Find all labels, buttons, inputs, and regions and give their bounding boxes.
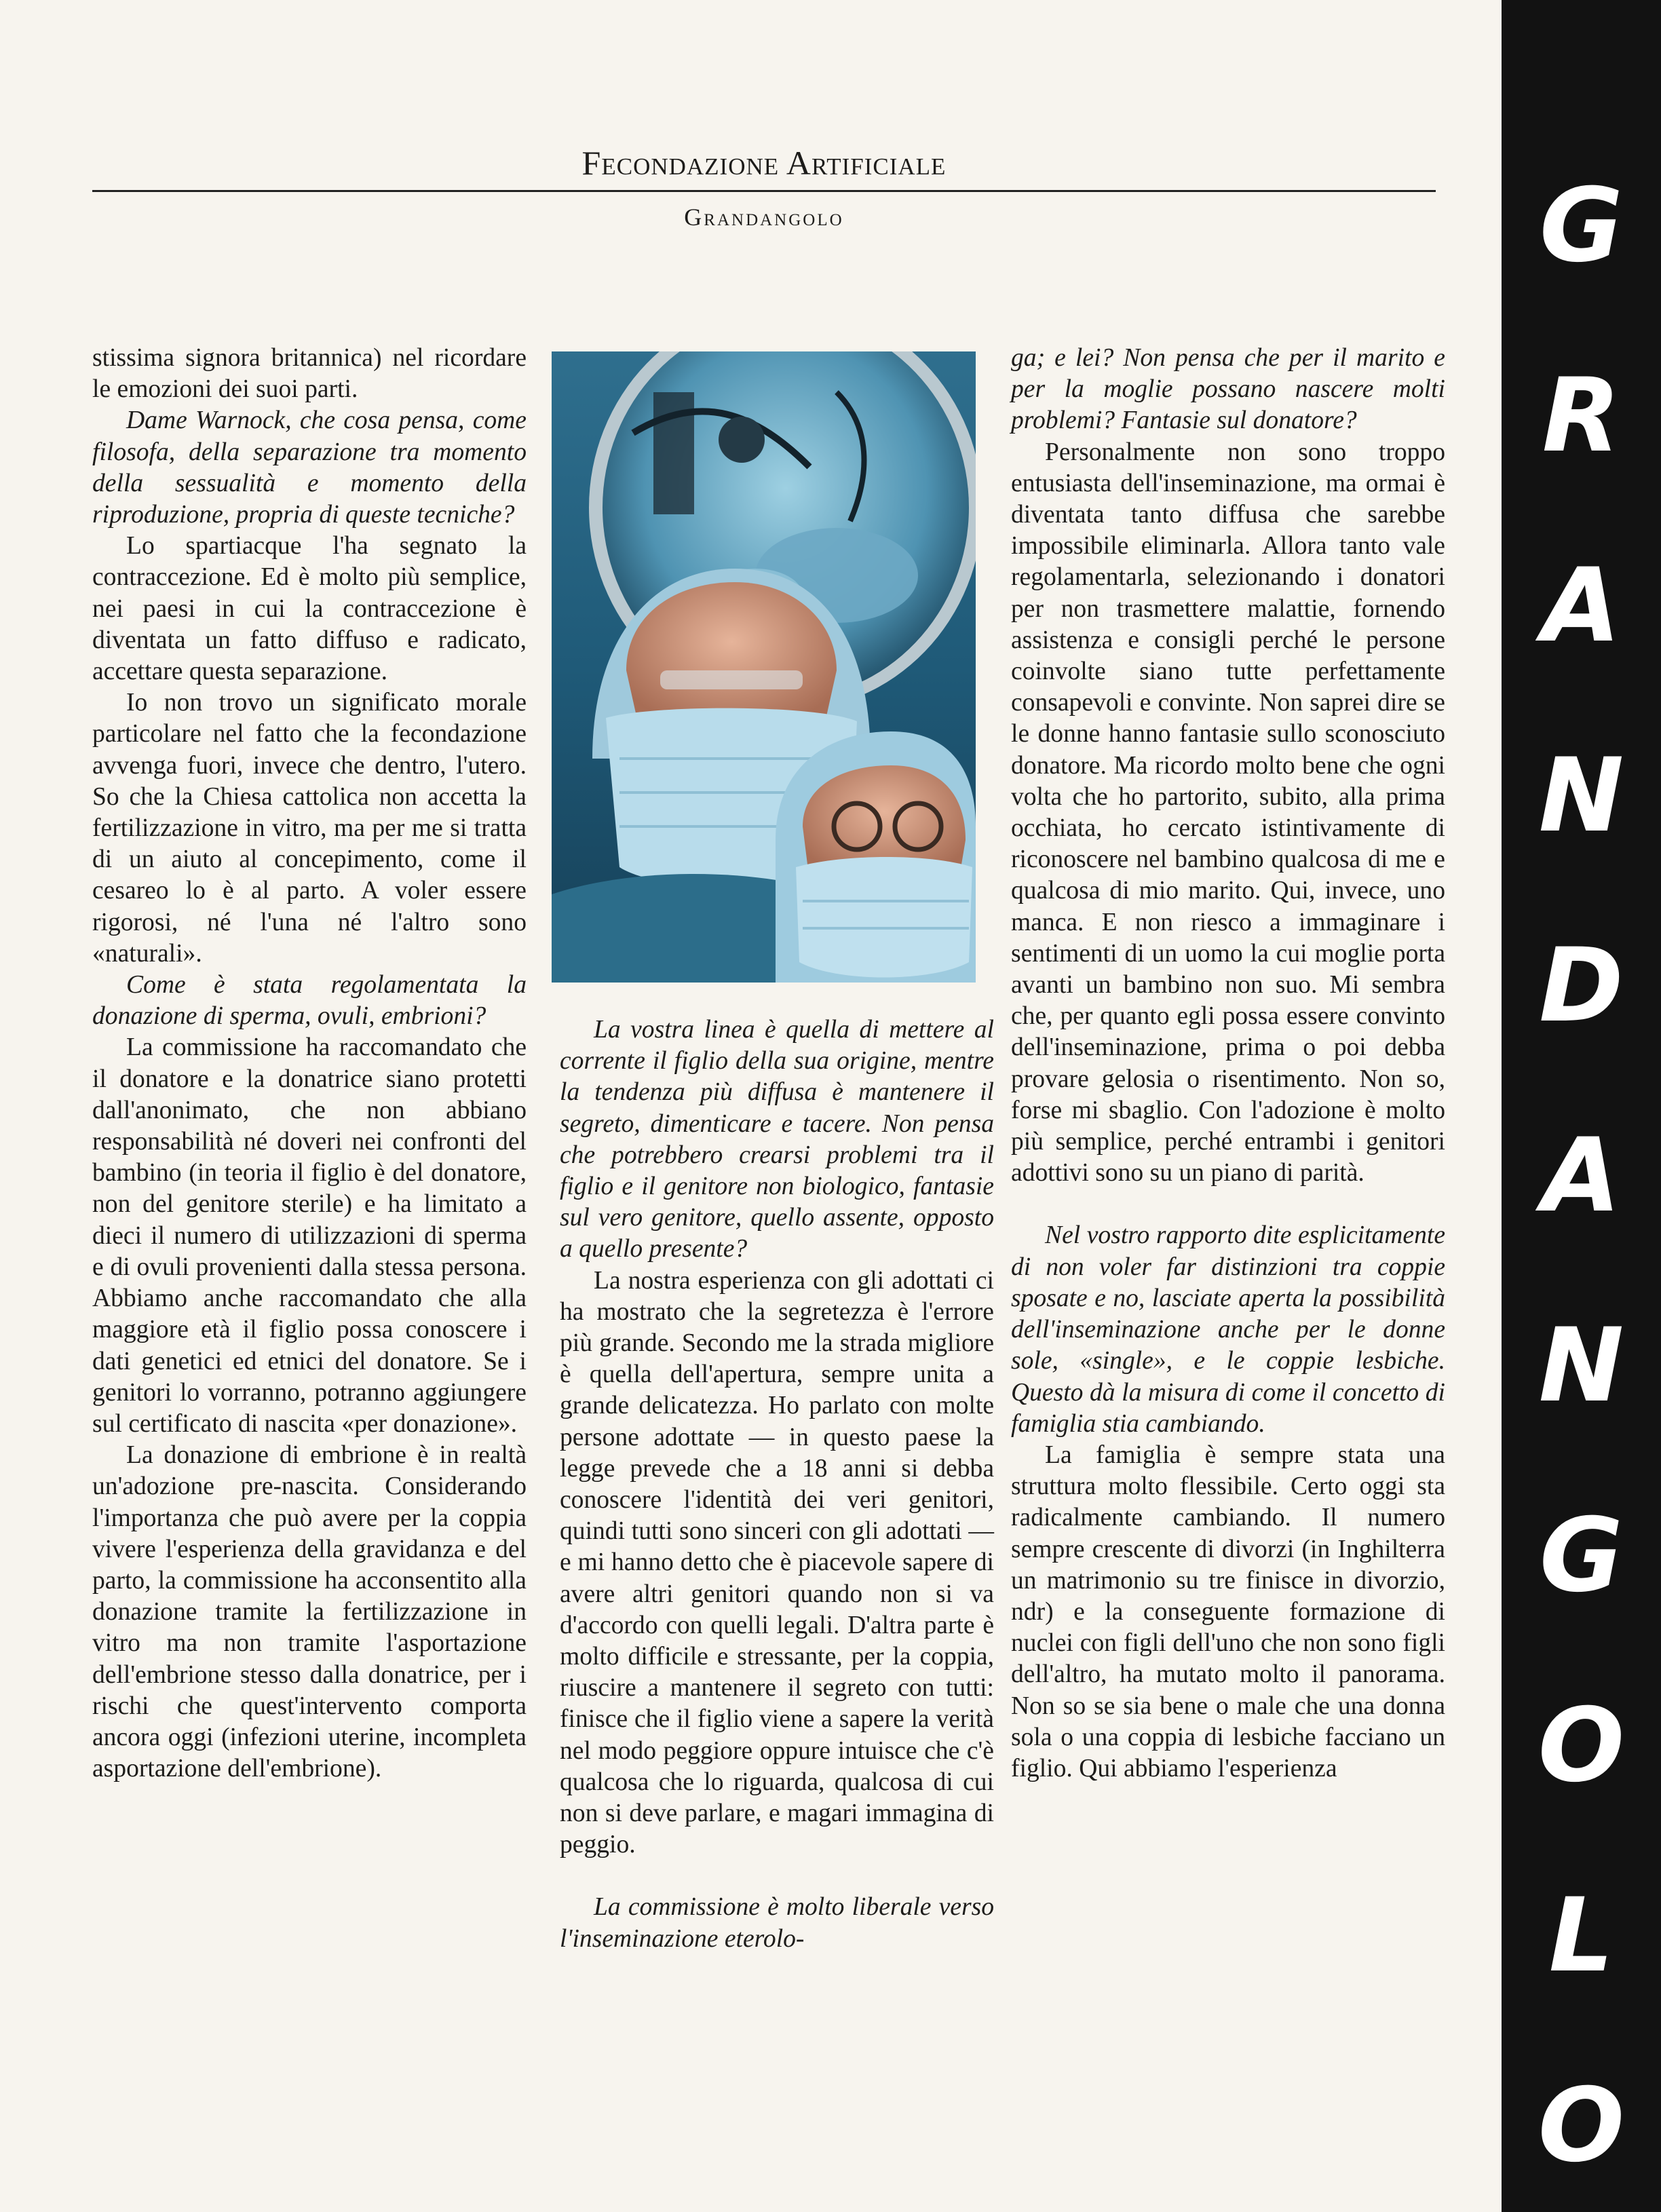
interview-question: La vostra linea è quella di mettere al corrente il figlio della sua origine, mentre la tendenza più diffusa è mantenere il segreto, dimenticare e tacere. Non pensa che potrebbero crearsi problemi tra il figlio e il genitore non biologico, fantasie sul vero genitore, quello assente, opposto a quello presente? [560,1016,994,1263]
banner-letter: N [1538,737,1624,855]
interview-answer: Io non trovo un significato morale particolare nel fatto che la fecondazione avvenga fuori, invece che dentro, l'utero. So che la Chiesa cattolica non accetta la fertilizzazione in vitro, ma per me si tratta di un aiuto al concepimento, come il cesareo lo è al parto. A voler essere rigorosi, né l'una né l'altro sono «naturali». [92,689,527,968]
banner-letter: G [1539,167,1624,285]
banner-letter: O [1538,1687,1625,1805]
interview-question: Nel vostro rapporto dite esplicitamente di non voler far distinzioni tra coppie sposate e no, lasciate aperta la possibilità dell'inseminazione anche per le donne sole, «single», e le coppie lesbiche. Questo dà la misura di come il concetto di famiglia stia cambiando. [1011,1221,1445,1438]
interview-question: Dame Warnock, che cosa pensa, come filosofa, della separazione tra momento della sessualità e momento della riproduzione, propria di queste tecniche? [92,406,527,529]
interview-answer: La nostra esperienza con gli adottati ci ha mostrato che la segretezza è l'errore più grande. Secondo me la strada migliore è quella dell'apertura, sempre unita a grande delicatezza. Ho parlato con molte persone adottate — in questo paese la legge prevede che a 18 anni si debba conoscere l'identità dei veri genitori, quindi tutti sono sinceri con gli adottati — e mi hanno detto che è piacevole sapere di avere altri genitori quando non si va d'accordo con quelli legali. D'altra parte è molto difficile e stressante, per la coppia, riuscire a mantenere il segreto con tutti: finisce che il figlio viene a sapere la verità nel modo peggiore oppure intuisce che c'è qualcosa che lo riguarda, qualcosa di cui non si deve parlare, e magari immagina di peggio. [560,1266,994,1859]
article-column-1 [92,343,527,1785]
interview-answer: Personalmente non sono troppo entusiasta dell'inseminazione, ma ormai è diventata tanto diffusa che sarebbe impossibile eliminarla. Allora tanto vale regolamentarla, selezionando i donatori per non trasmettere malattie, fornendo assistenza e consigli perché le persone coinvolte siano tutte perfettamente consapevoli e convinte. Non saprei dire se le donne hanno fantasie sullo sconosciuto donatore. Ma ricordo molto bene che ogni volta che ho partorito, subito, alla prima occhiata, ho cercato istintivamente di riconoscere nel bambino qualcosa di me e qualcosa di mio marito. Qui, invece, uno manca. E non riesco a immaginare i sentimenti di un uomo la cui moglie porta avanti un bambino non suo. Mi sembra che, per quanto egli possa essere convinto dell'inseminazione, prima o poi debba provare gelosia o risentimento. Non so, forse mi sbaglio. Con l'adozione è molto più semplice, perché entrambi i genitori adottivi sono su un piano di parità. [1011,438,1445,1187]
interview-answer: stissima signora britannica) nel ricordare le emozioni dei suoi parti. [92,344,527,404]
article-column-3 [1011,343,1445,1785]
interview-question: La commissione è molto liberale verso l'inseminazione eterolo- [560,1893,994,1953]
interview-question: Come è stata regolamentata la donazione di sperma, ovuli, embrioni? [92,971,527,1031]
photo-illustration [552,351,976,983]
banner-letter: N [1538,1307,1624,1425]
interview-answer: La commissione ha raccomandato che il donatore e la donatrice siano protetti dall'anonimato, che non abbiano responsabilità né doveri nei confronti del bambino (in teoria il figlio è del donatore, non del genitore sterile) e ha limitato a dieci il numero di utilizzazioni di sperma e di ovuli provenienti dalla stessa persona. Abbiamo anche raccomandato che alla maggiore età il figlio possa conoscere i dati genetici ed etnici del donatore. Se i genitori lo vorranno, potranno aggiungere sul certificato di nascita «per donazione». [92,1033,527,1438]
side-banner [1502,0,1661,2212]
section-subtitle: Grandangolo [684,204,844,231]
interview-question: ga; e lei? Non pensa che per il marito e per la moglie possano nascere molti problemi? Fantasie sul donatore? [1011,344,1445,435]
interview-answer: La famiglia è sempre stata una struttura molto flessibile. Certo oggi sta radicalmente cambiando. Il numero sempre crescente di divorzi (in Inghilterra un matrimonio su tre finisce in divorzio, ndr) e la conseguente formazione di nuclei con figli dell'uno che non sono figli dell'altro, ha mutato molto il panorama. Non so se sia bene o male che una donna sola o una coppia di lesbiche facciano un figlio. Qui abbiamo l'esperienza [1011,1441,1445,1782]
running-header [92,142,1436,271]
banner-letter: R [1542,357,1621,475]
banner-letter: O [1538,2067,1625,2185]
banner-letter: A [1542,547,1621,665]
banner-letter: G [1539,1497,1624,1615]
interview-answer: Lo spartiacque l'ha segnato la contraccezione. Ed è molto più semplice, nei paesi in cui la contraccezione è diventata un fatto diffuso e radicato, accettare questa separazione. [92,532,527,686]
surgeons-photo [552,351,976,983]
banner-letter: A [1542,1117,1621,1235]
section-title: Fecondazione Artificiale [581,144,947,182]
article-column-2 [560,1014,994,1955]
interview-answer: La donazione di embrione è in realtà un'adozione pre-nascita. Considerando l'importanza che può avere per la coppia vivere l'esperienza della gravidanza e del parto, la commissione ha acconsentito alla donazione tramite la fertilizzazione in vitro ma non tramite l'asportazione dell'embrione stesso dalla donatrice, per i rischi che quest'intervento comporta ancora oggi (infezioni uterine, incompleta asportazione dell'embrione). [92,1441,527,1783]
banner-letter: D [1539,927,1624,1045]
banner-letter: L [1548,1877,1614,1995]
header-rule [92,190,1436,192]
